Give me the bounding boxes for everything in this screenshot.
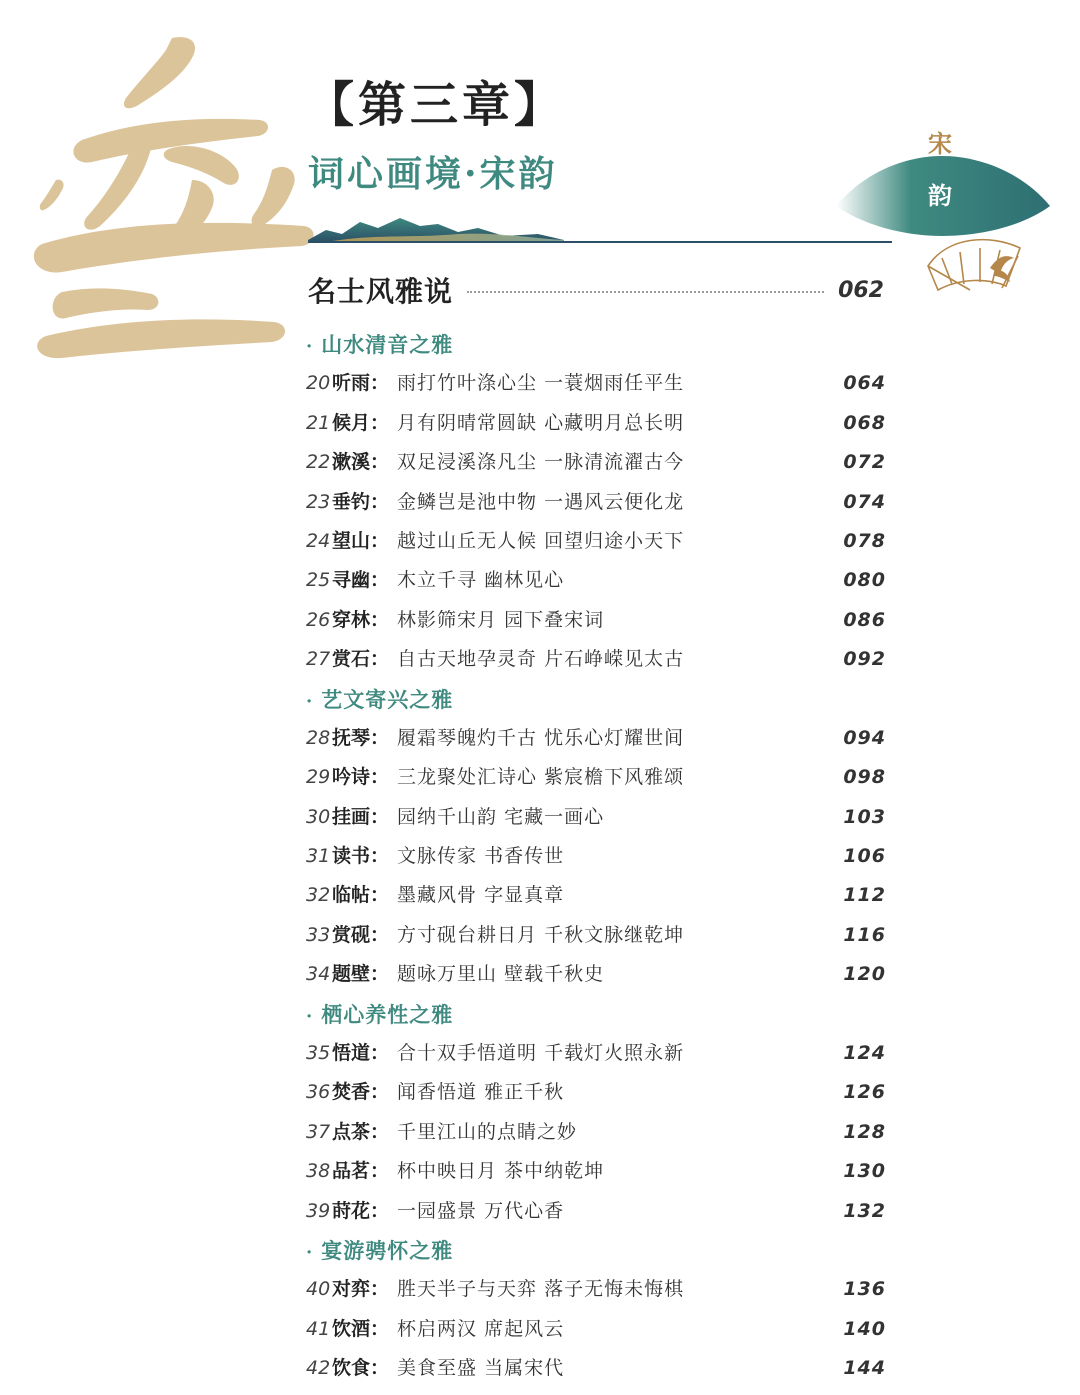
toc-page-number: 112 — [843, 884, 886, 907]
toc-entry[interactable]: 37点茶： 千里江山的点睛之妙 128 — [306, 1113, 886, 1152]
toc-page-number: 136 — [843, 1278, 886, 1301]
toc-entry[interactable]: 32临帖： 墨藏风骨 字显真章 112 — [306, 876, 886, 915]
toc-entry[interactable]: 20听雨： 雨打竹叶涤心尘 一蓑烟雨任平生 064 — [306, 364, 886, 403]
toc-page-number: 132 — [843, 1199, 886, 1222]
section-heading — [308, 270, 884, 310]
toc-entry[interactable]: 27赏石： 自古天地孕灵奇 片石峥嵘见太古 092 — [306, 640, 886, 679]
table-of-contents — [306, 325, 886, 1389]
section-page-number: 062 — [838, 277, 884, 303]
toc-page-number: 144 — [843, 1357, 886, 1380]
bullet-icon: · — [306, 1005, 314, 1027]
chapter-title: 【第三章】 — [306, 77, 567, 133]
toc-entry[interactable]: 33赏砚： 方寸砚台耕日月 千秋文脉继乾坤 116 — [306, 916, 886, 955]
toc-page-number: 064 — [843, 372, 886, 395]
chapter-subtitle: 词心画境·宋韵 — [308, 153, 558, 195]
toc-page-number: 116 — [843, 923, 886, 946]
toc-page-number: 094 — [843, 726, 886, 749]
toc-entry[interactable]: 23垂钓： 金鳞岂是池中物 一遇风云便化龙 074 — [306, 483, 886, 522]
toc-entry[interactable]: 26穿林： 林影筛宋月 园下叠宋词 086 — [306, 601, 886, 640]
bullet-icon: · — [306, 1241, 314, 1263]
dot-leader — [467, 291, 824, 293]
toc-category: · 栖心养性之雅 — [306, 1001, 454, 1027]
bullet-icon: · — [306, 690, 314, 712]
badge-char-song: 宋 — [928, 129, 952, 158]
toc-entry[interactable]: 36焚香： 闻香悟道 雅正千秋 126 — [306, 1073, 886, 1112]
toc-entry[interactable]: 34题壁： 题咏万里山 壁载千秋史 120 — [306, 955, 886, 994]
toc-entry[interactable]: 28抚琴： 履霜琴魄灼千古 忧乐心灯耀世间 094 — [306, 719, 886, 758]
toc-category: · 艺文寄兴之雅 — [306, 686, 454, 712]
toc-entry[interactable]: 29吟诗： 三龙聚处汇诗心 紫宸檐下风雅颂 098 — [306, 758, 886, 797]
calligraphy-san-glyph — [22, 30, 322, 360]
toc-page-number: 128 — [843, 1120, 886, 1143]
toc-entry[interactable]: 30挂画： 园纳千山韵 宅藏一画心 103 — [306, 798, 886, 837]
toc-page-number: 074 — [843, 490, 886, 513]
badge-char-yun: 韵 — [928, 181, 952, 210]
toc-entry[interactable]: 42饮食： 美食至盛 当属宋代 144 — [306, 1349, 886, 1388]
toc-page-number: 106 — [843, 845, 886, 868]
toc-page-number: 098 — [843, 766, 886, 789]
toc-entry[interactable]: 39莳花： 一园盛景 万代心香 132 — [306, 1192, 886, 1231]
toc-page-number: 072 — [843, 451, 886, 474]
toc-page-number: 126 — [843, 1081, 886, 1104]
toc-entry[interactable]: 21候月： 月有阴晴常圆缺 心藏明月总长明 068 — [306, 404, 886, 443]
toc-page-number: 080 — [843, 569, 886, 592]
toc-page-number: 103 — [843, 805, 886, 828]
toc-category: · 宴游骋怀之雅 — [306, 1237, 454, 1263]
toc-page-number: 086 — [843, 608, 886, 631]
toc-entry[interactable]: 22漱溪： 双足浸溪涤凡尘 一脉清流濯古今 072 — [306, 443, 886, 482]
toc-page-number: 120 — [843, 963, 886, 986]
toc-entry[interactable]: 40对弈： 胜天半子与天弈 落子无悔未悔棋 136 — [306, 1270, 886, 1309]
bullet-icon: · — [306, 336, 314, 357]
toc-entry[interactable]: 31读书： 文脉传家 书香传世 106 — [306, 837, 886, 876]
toc-entry[interactable]: 25寻幽： 木立千寻 幽林见心 080 — [306, 561, 886, 600]
landscape-strip — [308, 212, 892, 246]
toc-entry[interactable]: 41饮酒： 杯启两汉 席起风云 140 — [306, 1310, 886, 1349]
toc-page-number: 124 — [843, 1042, 886, 1065]
toc-category: · 山水清音之雅 — [306, 332, 454, 357]
section-title: 名士风雅说 — [308, 275, 454, 308]
toc-entry[interactable]: 35悟道： 合十双手悟道明 千载灯火照永新 124 — [306, 1034, 886, 1073]
toc-page-number: 140 — [843, 1317, 886, 1340]
toc-page-number: 068 — [843, 411, 886, 434]
toc-entry[interactable]: 38品茗： 杯中映日月 茶中纳乾坤 130 — [306, 1152, 886, 1191]
toc-entry[interactable]: 24望山： 越过山丘无人候 回望归途小天下 078 — [306, 522, 886, 561]
toc-page-number: 130 — [843, 1160, 886, 1183]
toc-page-number: 078 — [843, 529, 886, 552]
toc-page-number: 092 — [843, 648, 886, 671]
